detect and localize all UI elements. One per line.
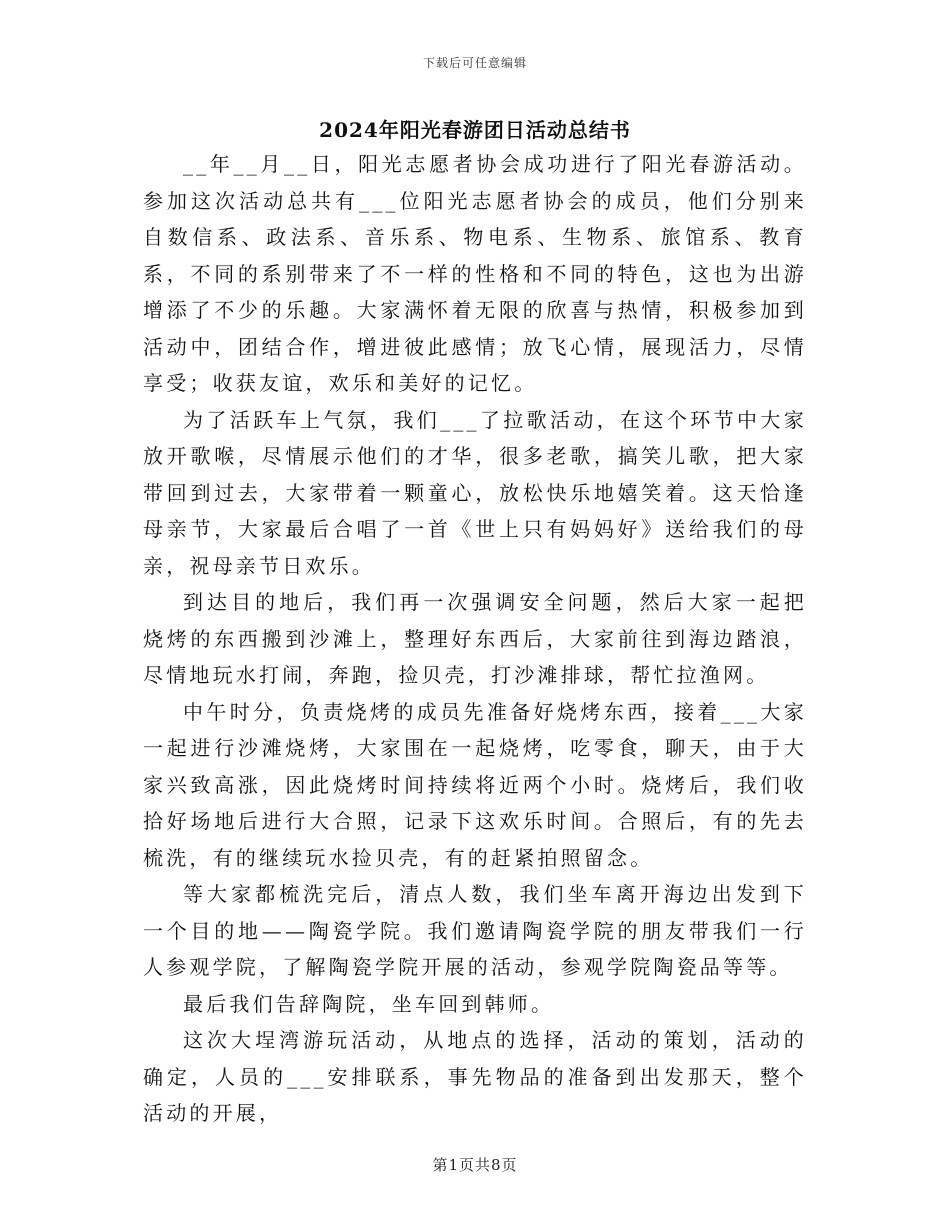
paragraph: 为了活跃车上气氛，我们___了拉歌活动，在这个环节中大家放开歌喉，尽情展示他们的才华，很多老歌，搞笑儿歌，把大家带回到过去，大家带着一颗童心，放松快乐地嬉笑着。这天恰逢母亲节，大家最后合唱了一首《世上只有妈妈好》送给我们的母亲，祝母亲节日欢乐。 <box>143 407 807 578</box>
page-number: 第1页共8页 <box>432 1156 518 1174</box>
paragraph: 最后我们告辞陶院，坐车回到韩师。 <box>183 991 555 1016</box>
paragraph: 等大家都梳洗完后，清点人数，我们坐车离开海边出发到下一个目的地——陶瓷学院。我们邀请陶瓷学院的朋友带我们一行人参观学院，了解陶瓷学院开展的活动，参观学院陶瓷品等等。 <box>143 882 807 979</box>
paragraph: __年__月__日，阳光志愿者协会成功进行了阳光春游活动。参加这次活动总共有___位阳光志愿者协会的成员，他们分别来自数信系、政法系、音乐系、物电系、生物系、旅馆系、教育系，不同的系别带来了不一样的性格和不同的特色，这也为出游增添了不少的乐趣。大家满怀着无限的欣喜与热情，积极参加到活动中，团结合作，增进彼此感情；放飞心情，展现活力，尽情享受；收获友谊，欢乐和美好的记忆。 <box>143 152 807 395</box>
document-title: 2024年阳光春游团日活动总结书 <box>319 118 631 142</box>
header-note: 下载后可任意编辑 <box>422 56 527 70</box>
paragraph: 到达目的地后，我们再一次强调安全问题，然后大家一起把烧烤的东西搬到沙滩上，整理好东西后，大家前往到海边踏浪，尽情地玩水打闹，奔跑，捡贝壳，打沙滩排球，帮忙拉渔网。 <box>143 590 807 687</box>
paragraph: 这次大埕湾游玩活动，从地点的选择，活动的策划，活动的确定，人员的___安排联系，事先物品的准备到出发那天，整个活动的开展， <box>143 1028 807 1125</box>
paragraph: 中午时分，负责烧烤的成员先准备好烧烤东西，接着___大家一起进行沙滩烧烤，大家围在一起烧烤，吃零食，聊天，由于大家兴致高涨，因此烧烤时间持续将近两个小时。烧烤后，我们收拾好场地后进行大合照，记录下这欢乐时间。合照后，有的先去梳洗，有的继续玩水捡贝壳，有的赶紧拍照留念。 <box>143 699 807 870</box>
document-body <box>143 146 807 1132</box>
